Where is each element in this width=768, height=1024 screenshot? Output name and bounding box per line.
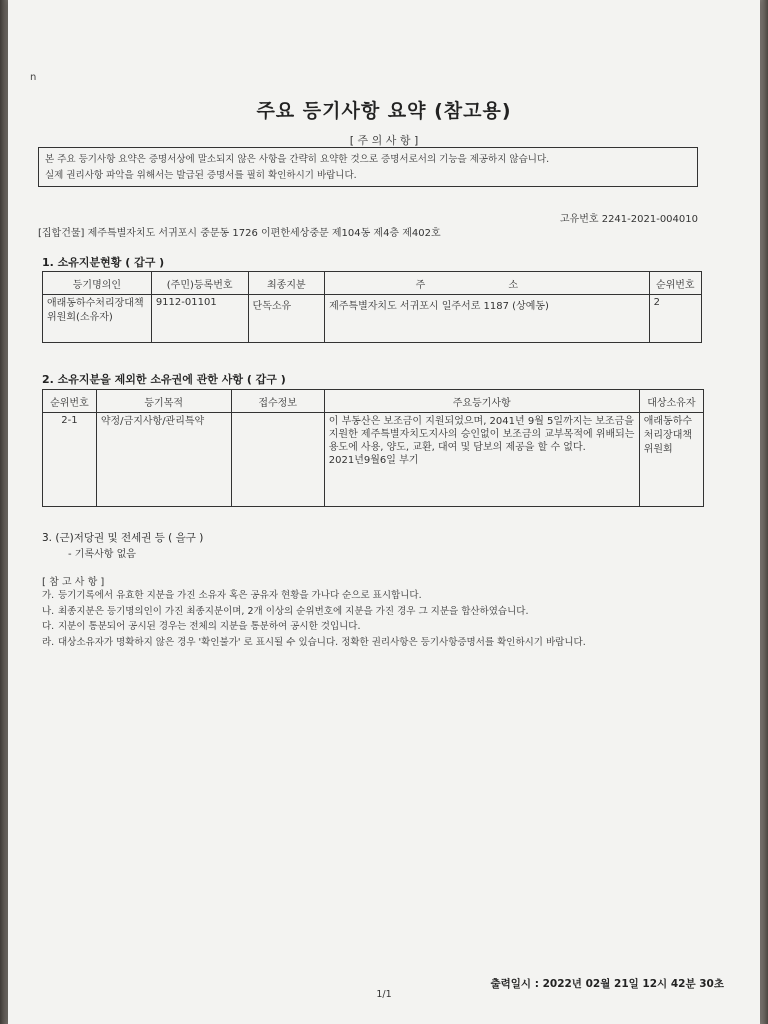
background-right xyxy=(760,0,768,1024)
references-heading: [ 참 고 사 항 ] xyxy=(42,577,105,588)
receipt-cell xyxy=(231,413,324,507)
table-row xyxy=(43,413,704,507)
table-header: 대상소유자 xyxy=(639,390,703,413)
table-row xyxy=(43,295,702,343)
other-rights-table xyxy=(42,389,704,507)
table-header-row xyxy=(43,390,704,413)
details-text: 이 부동산은 보조금이 지원되었으며, 2041년 9월 5일까지는 보조금을 지원한 제주특별자치도지사의 승인없이 보조금의 교부목적에 위배되는 용도에 사용, 양도, 교환, 대여 및 담보의 제공을 할 수 없다. xyxy=(328,416,635,453)
references-list xyxy=(42,588,722,650)
table-header: 순위번호 xyxy=(649,272,701,295)
list-marker: 나. xyxy=(42,605,55,617)
notice-box xyxy=(38,147,698,187)
section3-note: - 기록사항 없음 xyxy=(68,549,136,560)
rank-number-cell: 2 xyxy=(649,295,701,343)
table-header: 최종지분 xyxy=(248,272,325,295)
section3-title: 3. (근)저당권 및 전세권 등 ( 을구 ) xyxy=(42,532,204,544)
list-marker: 가. xyxy=(42,590,55,601)
table-header: (주민)등록번호 xyxy=(151,272,248,295)
details-cell xyxy=(324,413,639,507)
owner-name-cell: 애래동하수처리장대책위원회(소유자) xyxy=(43,295,152,343)
list-item xyxy=(42,604,722,620)
table-header: 순위번호 xyxy=(43,390,97,413)
table-header: 등기목적 xyxy=(96,390,231,413)
registration-number-cell: 9112-01101 xyxy=(151,295,248,343)
ownership-table xyxy=(42,271,702,343)
notice-line-2: 실제 권리사항 파악을 위해서는 발급된 증명서를 필히 확인하시기 바랍니다. xyxy=(45,170,357,181)
corner-mark: n xyxy=(30,72,37,83)
table-header-row xyxy=(43,272,702,295)
table-header: 접수정보 xyxy=(231,390,324,413)
address-cell: 제주특별자치도 서귀포시 일주서로 1187 (상예동) xyxy=(325,295,649,343)
table-header: 주 소 xyxy=(325,272,649,295)
table-header: 주요등기사항 xyxy=(324,390,639,413)
purpose-cell: 약정/금지사항/관리특약 xyxy=(96,413,231,507)
document-number: 고유번호 2241-2021-004010 xyxy=(559,214,698,225)
list-item xyxy=(42,635,722,651)
document-title: 주요 등기사항 요약 (참고용) xyxy=(256,100,512,122)
page-number: 1/1 xyxy=(376,989,392,1000)
notice-line-1: 본 주요 등기사항 요약은 증명서상에 말소되지 않은 사항을 간략히 요약한 것으로 증명서로서의 기능을 제공하지 않습니다. xyxy=(45,154,550,165)
target-owner-cell: 애래동하수처리장대책위원회 xyxy=(639,413,703,507)
document-page xyxy=(8,0,760,1024)
notice-heading: [ 주 의 사 항 ] xyxy=(349,134,419,147)
section1-title: 1. 소유지분현황 ( 갑구 ) xyxy=(42,256,165,269)
list-text: 최종지분은 등기명의인이 가진 최종지분이며, 2개 이상의 순위번호에 지분을 가진 경우 그 지분을 합산하였습니다. xyxy=(58,605,529,617)
rank-cell: 2-1 xyxy=(43,413,97,507)
final-share-cell: 단독소유 xyxy=(248,295,325,343)
table-header: 등기명의인 xyxy=(43,272,152,295)
list-marker: 다. xyxy=(42,621,55,632)
list-item xyxy=(42,619,722,635)
property-address: [집합건물] 제주특별자치도 서귀포시 중문동 1726 이편한세상중문 제104동 제4층 제402호 xyxy=(38,228,441,239)
list-text: 지분이 통분되어 공시된 경우는 전체의 지분을 통분하여 공시한 것입니다. xyxy=(58,621,361,632)
list-marker: 라. xyxy=(42,636,55,648)
details-date: 2021년9월6일 부기 xyxy=(328,455,419,466)
list-item xyxy=(42,588,722,604)
section2-title: 2. 소유지분을 제외한 소유권에 관한 사항 ( 갑구 ) xyxy=(42,373,286,386)
list-text: 등기기록에서 유효한 지분을 가진 소유자 혹은 공유자 현황을 가나다 순으로 표시합니다. xyxy=(58,590,422,601)
print-datetime: 출력일시 : 2022년 02월 21일 12시 42분 30초 xyxy=(490,978,724,990)
background-left xyxy=(0,0,8,1024)
list-text: 대상소유자가 명확하지 않은 경우 '확인불가' 로 표시될 수 있습니다. 정확한 권리사항은 등기사항증명서를 확인하시기 바랍니다. xyxy=(58,636,586,648)
